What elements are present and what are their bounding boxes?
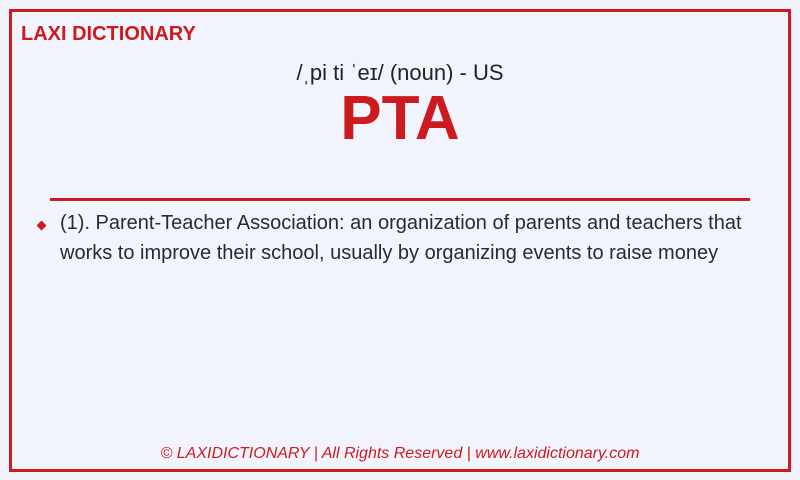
headword: PTA (340, 84, 460, 153)
dictionary-card (9, 9, 791, 472)
pronunciation: /ˌpi ti ˈeɪ/ (noun) - US (296, 60, 504, 85)
divider (50, 198, 750, 201)
brand-logo: LAXI DICTIONARY (21, 23, 196, 45)
footer-copyright: © LAXIDICTIONARY | All Rights Reserved | www.laxidictionary.com (160, 445, 640, 462)
bullet-diamond-icon (37, 221, 47, 231)
definition-text: (1). Parent-Teacher Association: an organization of parents and teachers that works to improve their school, usually by organizing events to raise money (60, 212, 742, 264)
